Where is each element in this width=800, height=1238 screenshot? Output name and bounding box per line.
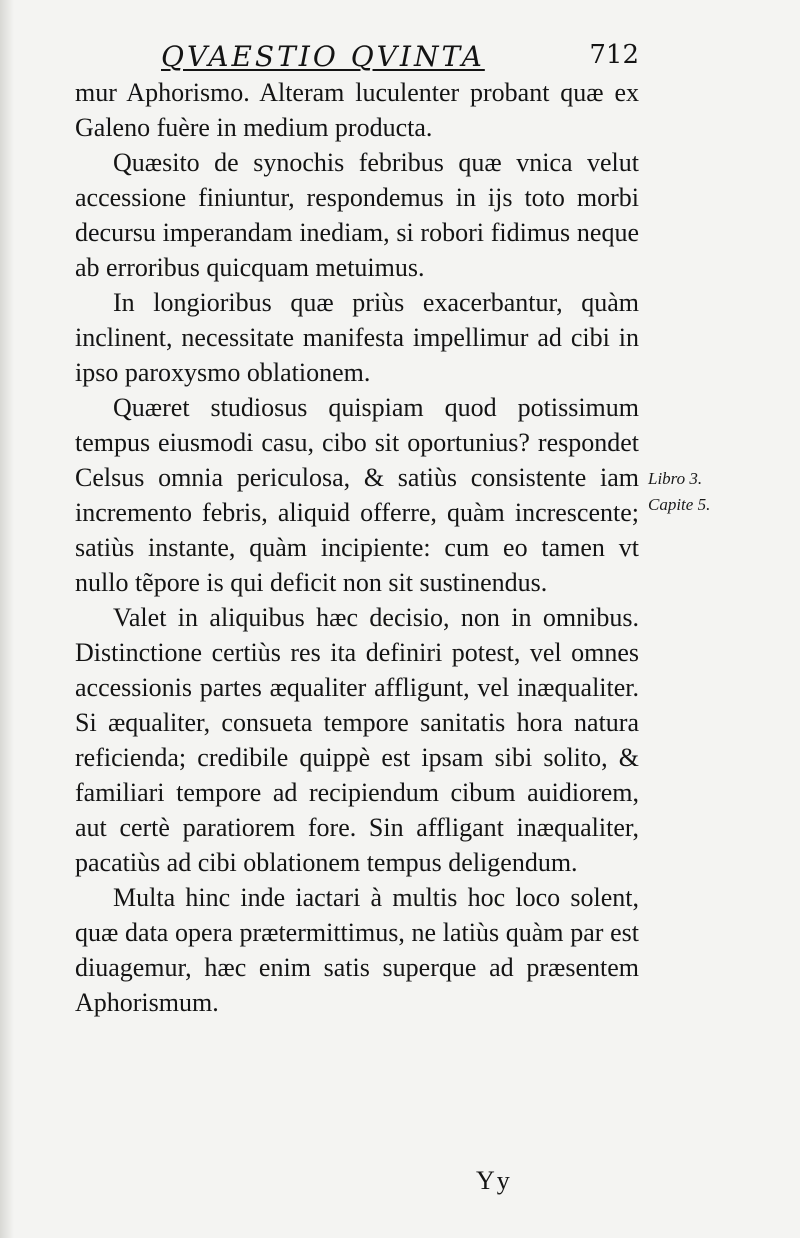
paragraph-4: Quæret studiosus quispiam quod potissimum tempus eiusmodi casu, cibo sit oportunius? respondet Celsus omnia periculosa, & satiùs consistente iam incremento febris, aliquid offerre, quàm increscente; satiùs instante, quàm incipiente: cum eo tamen vt nullo tẽpore is qui deficit non sit sustinendus. [75,393,639,597]
paragraph-1: mur Aphorismo. Alteram luculenter probant quæ ex Galeno fuère in medium producta. [75,78,639,142]
page-number: 712 [589,40,639,70]
signature-mark: Yy [476,1166,512,1195]
margin-note [648,466,748,518]
paragraph-2: Quæsito de synochis febribus quæ vnica velut accessione finiuntur, respondemus in ijs toto morbi decursu imperandam inediam, si robori fidimus neque ab erroribus quicquam metuimus. [75,148,639,282]
paragraph-3: In longioribus quæ priùs exacerbantur, quàm inclinent, necessitate manifesta impellimur ad cibi in ipso paroxysmo oblationem. [75,288,639,387]
body-text [75,75,639,1020]
running-head [75,36,645,80]
running-head-title: QVAESTIO QVINTA [161,40,485,73]
margin-note-line-1: Libro 3. [648,469,703,488]
paragraph-6: Multa hinc inde iactari à multis hoc loco solent, quæ data opera prætermittimus, ne latiùs quàm par est diuagemur, hæc enim satis superque ad præsentem Aphorismum. [75,883,639,1017]
page-edge-shadow [0,0,14,1238]
paragraph-5: Valet in aliquibus hæc decisio, non in omnibus. Distinctione certiùs res ita definiri potest, vel omnes accessionis partes æqualiter affligunt, vel inæqualiter. Si æqualiter, consueta tempore sanitatis hora natura reficienda; credibile quippè est ipsam sibi solito, & familiari tempore ad recipiendum cibum auidiorem, aut certè paratiorem fore. Sin affligant inæqualiter, pacatiùs ad cibi oblationem tempus deligendum. [75,603,639,877]
margin-note-line-2: Capite 5. [648,495,711,514]
